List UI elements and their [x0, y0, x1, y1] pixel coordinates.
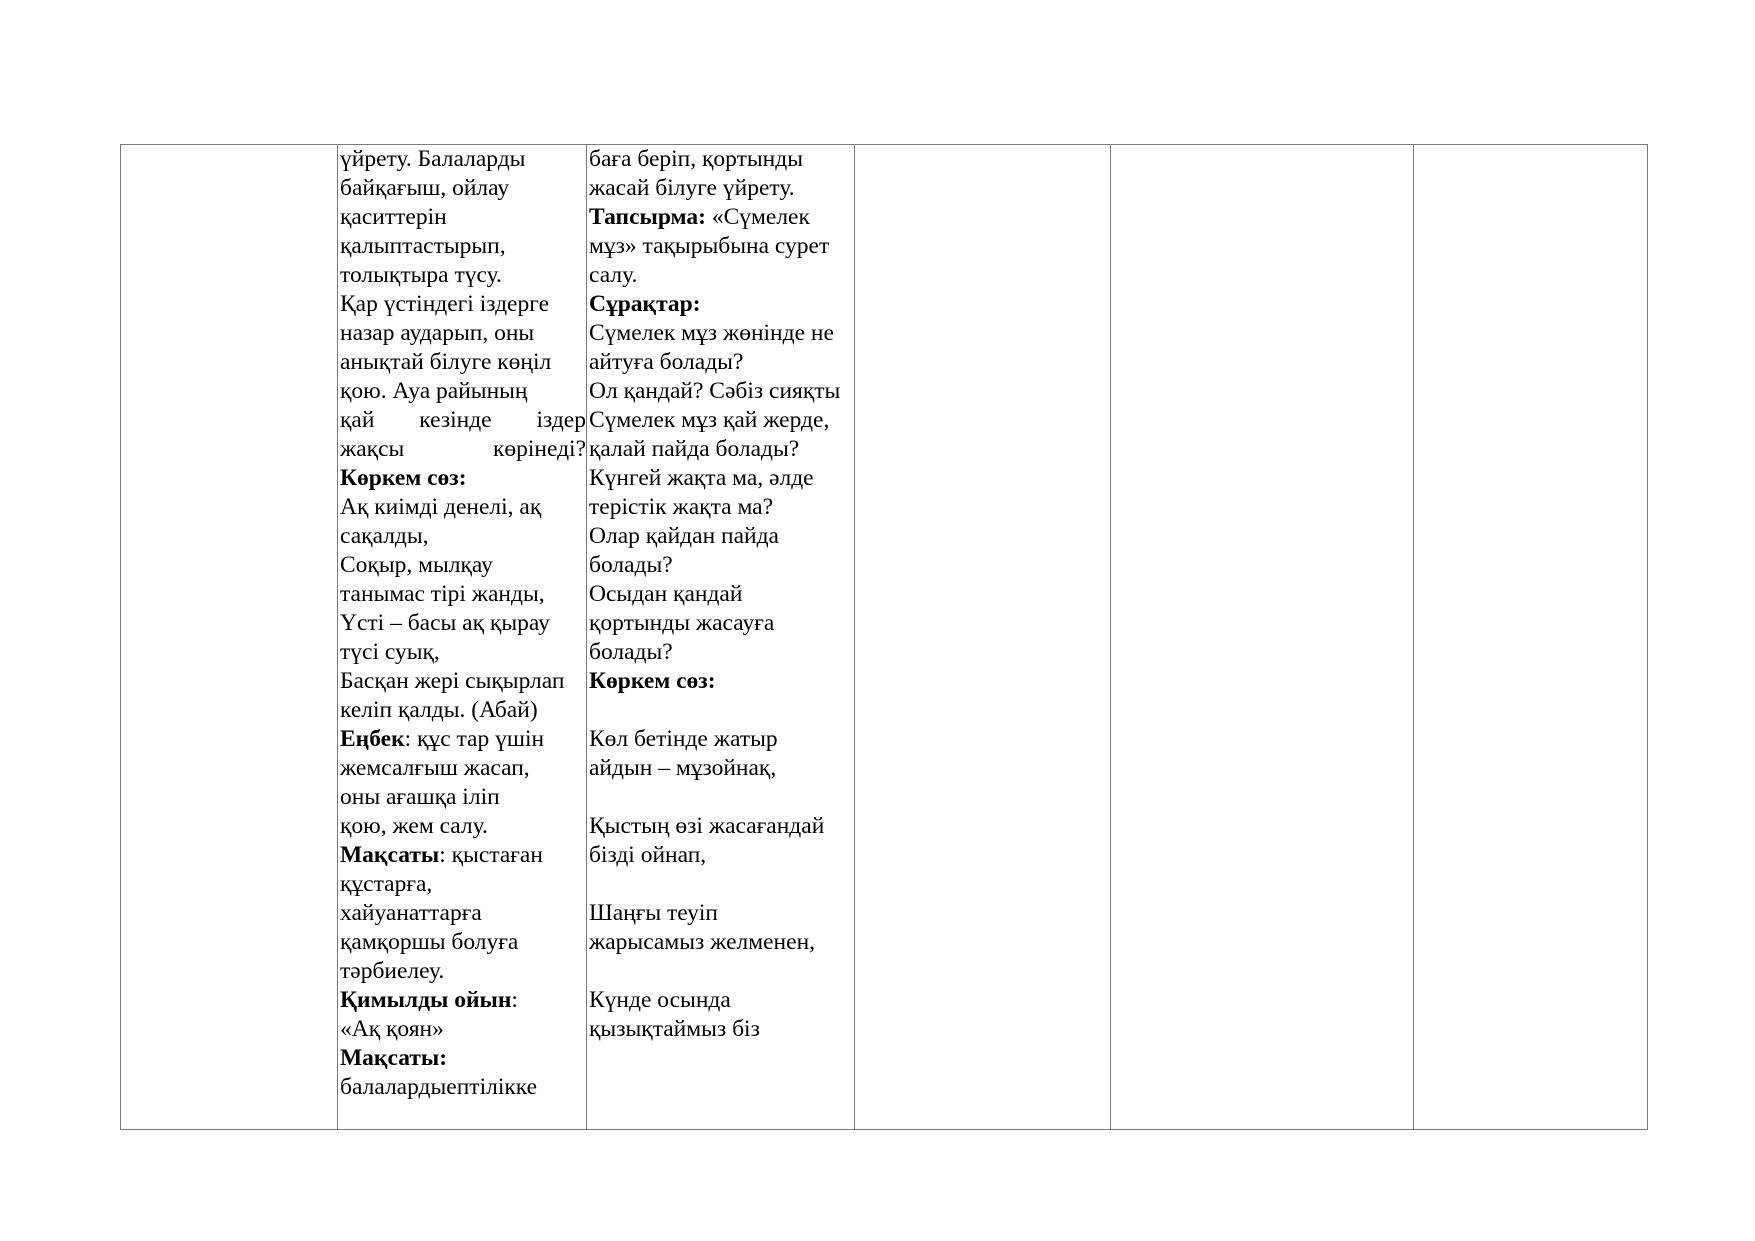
text-line — [340, 725, 586, 754]
text-line — [589, 232, 854, 261]
text-line — [340, 638, 586, 667]
text-line — [340, 580, 586, 609]
table-cell-5 — [1111, 145, 1414, 1130]
text-line — [589, 928, 854, 957]
bold-heading: Көркем сөз: — [340, 465, 467, 491]
line-text: қортынды жасауға — [589, 610, 775, 636]
line-text: оны ағашқа іліп — [340, 784, 500, 810]
text-line — [589, 957, 854, 986]
text-line — [589, 899, 854, 928]
bold-heading: Мақсаты: — [340, 1045, 448, 1071]
text-line — [589, 203, 854, 232]
line-text: Шаңғы теуіп — [589, 900, 718, 926]
text-line — [340, 551, 586, 580]
text-line — [340, 957, 586, 986]
text-line — [340, 609, 586, 638]
line-text: үйрету. Балаларды — [340, 146, 526, 172]
line-text: қызықтаймыз біз — [589, 1016, 760, 1042]
text-line — [589, 812, 854, 841]
text-line — [340, 232, 586, 261]
line-text: баға беріп, қортынды — [589, 146, 804, 172]
line-text: қамқоршы болуға — [340, 929, 519, 955]
line-text: толықтыра түсу. — [340, 262, 502, 288]
text-line — [589, 870, 854, 899]
text-word: қай — [340, 407, 375, 433]
line-text: қалай пайда болады? — [589, 436, 800, 462]
text-line — [589, 1015, 854, 1044]
line-text: жемсалғыш жасап, — [340, 755, 530, 781]
line-text: болады? — [589, 552, 673, 578]
text-word: көрінеді? — [492, 436, 586, 462]
line-text: байқағыш, ойлау — [340, 175, 510, 201]
line-text: Сүмелек мұз жөнінде не — [589, 320, 834, 346]
text-line — [589, 406, 854, 435]
text-line — [589, 754, 854, 783]
text-line — [340, 522, 586, 551]
line-text: «Сүмелек — [705, 204, 810, 230]
line-text: қаситтерін — [340, 204, 447, 230]
line-text: болады? — [589, 639, 673, 665]
line-text: Соқыр, мылқау — [340, 552, 493, 578]
text-line — [589, 986, 854, 1015]
line-text: Күнде осында — [589, 987, 731, 1013]
text-line — [340, 377, 586, 406]
text-line — [340, 754, 586, 783]
line-text: жасай білуге үйрету. — [589, 175, 795, 201]
text-line — [589, 145, 854, 174]
text-line — [340, 841, 586, 870]
line-text: қалыптастырып, — [340, 233, 506, 259]
bold-heading: Сұрақтар: — [589, 291, 701, 317]
line-text: анықтай білуге көңіл — [340, 349, 552, 375]
line-text: Ақ киімді денелі, ақ — [340, 494, 542, 520]
text-line — [589, 638, 854, 667]
table-row — [121, 145, 1648, 1130]
line-text: «Ақ қоян» — [340, 1016, 444, 1042]
bold-heading: Қимылды ойын — [340, 987, 512, 1013]
bold-heading: Еңбек — [340, 726, 405, 752]
line-text: бізді ойнап, — [589, 842, 707, 868]
line-text: сақалды, — [340, 523, 429, 549]
text-line — [589, 522, 854, 551]
line-text: Қар үстіндегі іздерге — [340, 291, 549, 317]
text-line — [340, 1044, 586, 1073]
line-text: Көл бетінде жатыр — [589, 726, 778, 752]
text-line — [589, 493, 854, 522]
bold-heading: Көркем сөз: — [589, 668, 716, 694]
line-text: Үсті – басы ақ қырау — [340, 610, 550, 636]
line-text: салу. — [589, 262, 638, 288]
line-text: Басқан жері сықырлап — [340, 668, 565, 694]
text-line — [589, 348, 854, 377]
text-line — [340, 406, 586, 435]
text-line — [589, 841, 854, 870]
text-line — [340, 986, 586, 1015]
table-cell-3 — [587, 145, 855, 1130]
text-line — [340, 899, 586, 928]
line-text: қою, жем салу. — [340, 813, 488, 839]
text-line — [589, 551, 854, 580]
text-line — [340, 928, 586, 957]
text-line — [340, 290, 586, 319]
line-text: мұз» тақырыбына сурет — [589, 233, 830, 259]
text-line — [340, 348, 586, 377]
line-text: Олар қайдан пайда — [589, 523, 779, 549]
text-line — [340, 261, 586, 290]
text-line — [340, 203, 586, 232]
text-line — [589, 464, 854, 493]
text-line — [589, 377, 854, 406]
text-line — [589, 290, 854, 319]
text-line — [340, 696, 586, 725]
line-text: Күнгей жақта ма, әлде — [589, 465, 814, 491]
line-text: хайуанаттарға — [340, 900, 482, 926]
line-text: қою. Ауа райының — [340, 378, 528, 404]
line-text: тәрбиелеу. — [340, 958, 445, 984]
line-text: : — [511, 987, 518, 1013]
text-line — [340, 1073, 586, 1102]
text-line — [340, 319, 586, 348]
bold-heading: Мақсаты — [340, 842, 440, 868]
text-line — [589, 783, 854, 812]
text-line — [589, 725, 854, 754]
line-text: айтуға болады? — [589, 349, 744, 375]
text-line — [340, 783, 586, 812]
line-text: Ол қандай? Сәбіз сияқты — [589, 378, 841, 404]
text-line — [589, 609, 854, 638]
text-line — [340, 1015, 586, 1044]
text-line — [589, 435, 854, 464]
text-line — [340, 493, 586, 522]
text-line — [589, 667, 854, 696]
line-text: түсі суық, — [340, 639, 440, 665]
line-text: Сүмелек мұз қай жерде, — [589, 407, 830, 433]
line-text: жарысамыз желменен, — [589, 929, 816, 955]
line-text: : құс тар үшін — [404, 726, 545, 752]
line-text: келіп қалды. (Абай) — [340, 697, 538, 723]
text-line — [340, 435, 586, 464]
text-line — [340, 870, 586, 899]
text-word: кезінде — [419, 407, 492, 433]
line-text: назар аударып, оны — [340, 320, 535, 346]
text-line — [340, 464, 586, 493]
cell-3-text — [587, 145, 854, 1044]
text-line — [589, 174, 854, 203]
table-cell-4 — [855, 145, 1111, 1130]
text-word: іздер — [536, 407, 586, 433]
text-line — [340, 812, 586, 841]
line-text: балалардыептілікке — [340, 1074, 538, 1100]
line-text: танымас тірі жанды, — [340, 581, 545, 607]
text-line — [589, 696, 854, 725]
text-word: жақсы — [340, 436, 405, 462]
table-cell-6 — [1414, 145, 1648, 1130]
bold-heading: Тапсырма: — [589, 204, 706, 230]
text-line — [589, 580, 854, 609]
text-line — [340, 667, 586, 696]
text-line — [589, 319, 854, 348]
line-text: : қыстаған — [439, 842, 543, 868]
table-cell-2 — [338, 145, 587, 1130]
line-text: айдын – мұзойнақ, — [589, 755, 777, 781]
table-cell-1 — [121, 145, 338, 1130]
lesson-plan-table — [120, 144, 1648, 1130]
cell-2-text — [338, 145, 586, 1102]
text-line — [340, 145, 586, 174]
line-text: Қыстың өзі жасағандай — [589, 813, 825, 839]
text-line — [589, 261, 854, 290]
text-line — [340, 174, 586, 203]
line-text: Осыдан қандай — [589, 581, 743, 607]
line-text: терістік жақта ма? — [589, 494, 774, 520]
line-text: құстарға, — [340, 871, 433, 897]
